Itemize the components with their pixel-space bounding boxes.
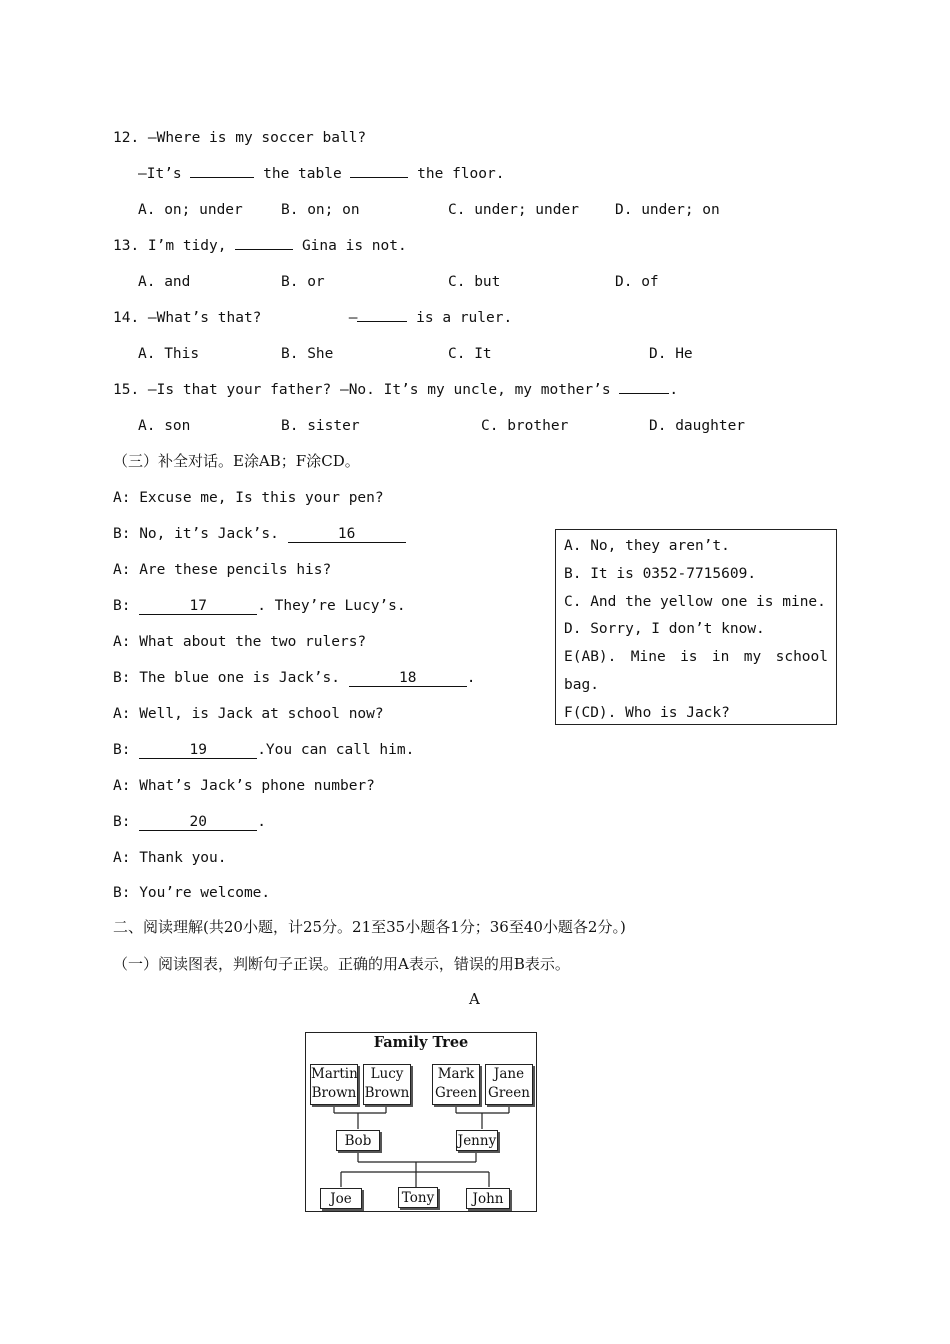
blank-19: 19 [139,742,257,759]
q12-option-b: B. on; on [281,202,360,218]
family-tree-figure [305,1032,537,1212]
q13-option-a: A. and [138,274,191,290]
tree-node-martin-brown: Martin Brown [310,1064,358,1105]
dialogue-text: . [257,814,266,830]
q12-option-a: A. on; under [138,202,243,218]
dialogue-line [113,561,331,579]
q12-option-c: C. under; under [448,202,579,218]
q13-option-c: C. but [448,274,501,290]
dialogue-line [113,849,227,867]
dialogue-line [113,705,384,723]
option-d: D. Sorry, I don’t know. [564,621,765,638]
answer-options-box [555,529,837,725]
dialogue-line [113,813,266,831]
blank-17: 17 [139,598,257,615]
q14-option-a: A. This [138,346,200,362]
q12-option-d: D. under; on [615,202,720,218]
q14-question [113,309,512,327]
q14-option-d: D. He [649,346,693,362]
q14-post: is a ruler. [407,310,513,326]
q15-pre: 15. —Is that your father? —No. It’s my uncle, my mother’s [113,382,620,398]
q14-blank [357,321,407,322]
dialogue-text: B: You’re welcome. [113,885,271,901]
dialogue-line [113,633,366,651]
dialogue-line [113,777,375,795]
tree-node-joe: Joe [320,1188,362,1209]
q13-blank [235,249,293,250]
blank-16: 16 [288,526,406,543]
q13-question [113,237,407,255]
dialogue-line [113,597,406,615]
dialogue-text: A: What about the two rulers? [113,634,367,650]
q13-pre: 13. I’m tidy, [113,238,236,254]
option-c: C. And the yellow one is mine. [564,593,826,610]
dialogue-text: A: Are these pencils his? [113,562,332,578]
q15-option-b: B. sister [281,418,360,434]
tree-node-tony: Tony [398,1187,438,1208]
q13-post: Gina is not. [293,238,407,254]
tree-node-jenny: Jenny [456,1130,498,1151]
tree-node-mark-green: Mark Green [432,1064,480,1105]
q15-option-d: D. daughter [649,418,746,434]
q12-blank-2 [350,177,408,178]
part-2-subtitle: （一）阅读图表，判断句子正误。正确的用A表示，错误的用B表示。 [113,955,570,973]
dialogue-text: B: [113,598,140,614]
dialogue-text: A: Excuse me, Is this your pen? [113,490,384,506]
option-a: A. No, they aren’t. [564,538,730,554]
q13-option-d: D. of [615,274,659,290]
dialogue-text: A: Well, is Jack at school now? [113,706,384,722]
q13-option-b: B. or [281,274,325,290]
section-3-title: （三）补全对话。E涂AB；F涂CD。 [113,452,360,470]
dialogue-line [113,884,270,902]
q14-option-b: B. She [281,346,334,362]
tree-node-bob: Bob [336,1130,380,1151]
family-tree-connectors [306,1033,538,1213]
q12-reply [138,165,504,183]
tree-node-jane-green: Jane Green [485,1064,533,1105]
dialogue-text: B: The blue one is Jack’s. [113,670,349,686]
q12-reply-post: the floor. [408,166,505,182]
option-b: B. It is 0352-7715609. [564,565,757,582]
dialogue-text: . [466,670,476,686]
q12-blank-1 [190,177,254,178]
dialogue-line [113,525,406,543]
q12-reply-mid: the table [254,166,351,182]
passage-label: A [469,990,480,1008]
blank-20: 20 [139,814,257,831]
option-e-line-1: E(AB). Mine is in my school [564,649,828,666]
part-2-title: 二、阅读理解(共20小题，计25分。21至35小题各1分；36至40小题各2分。) [113,918,626,936]
dialogue-text: B: No, it’s Jack’s. [113,526,288,542]
blank-18: 18 [349,670,467,687]
q14-option-c: C. It [448,346,492,362]
q15-option-a: A. son [138,418,191,434]
tree-node-lucy-brown: Lucy Brown [363,1064,411,1105]
q15-question [113,381,678,399]
q15-post: . [669,382,679,398]
q15-blank [619,393,669,394]
q12-question: 12. —Where is my soccer ball? [113,130,367,146]
q14-pre: 14. —What’s that? — [113,310,358,326]
family-tree-title: Family Tree [373,1034,469,1051]
dialogue-text: . They’re Lucy’s. [257,598,406,614]
dialogue-text: A: Thank you. [113,850,227,866]
dialogue-line [113,741,414,759]
dialogue-line [113,489,384,507]
dialogue-text: B: [113,742,140,758]
option-e-line-2: bag. [564,676,599,693]
q12-reply-pre: —It’s [138,166,191,182]
tree-node-john: John [466,1188,510,1209]
dialogue-text: .You can call him. [257,742,415,758]
dialogue-text: A: What’s Jack’s phone number? [113,778,375,794]
dialogue-text: B: [113,814,140,830]
option-f: F(CD). Who is Jack? [564,704,730,721]
dialogue-line [113,669,475,687]
q15-option-c: C. brother [481,418,569,434]
